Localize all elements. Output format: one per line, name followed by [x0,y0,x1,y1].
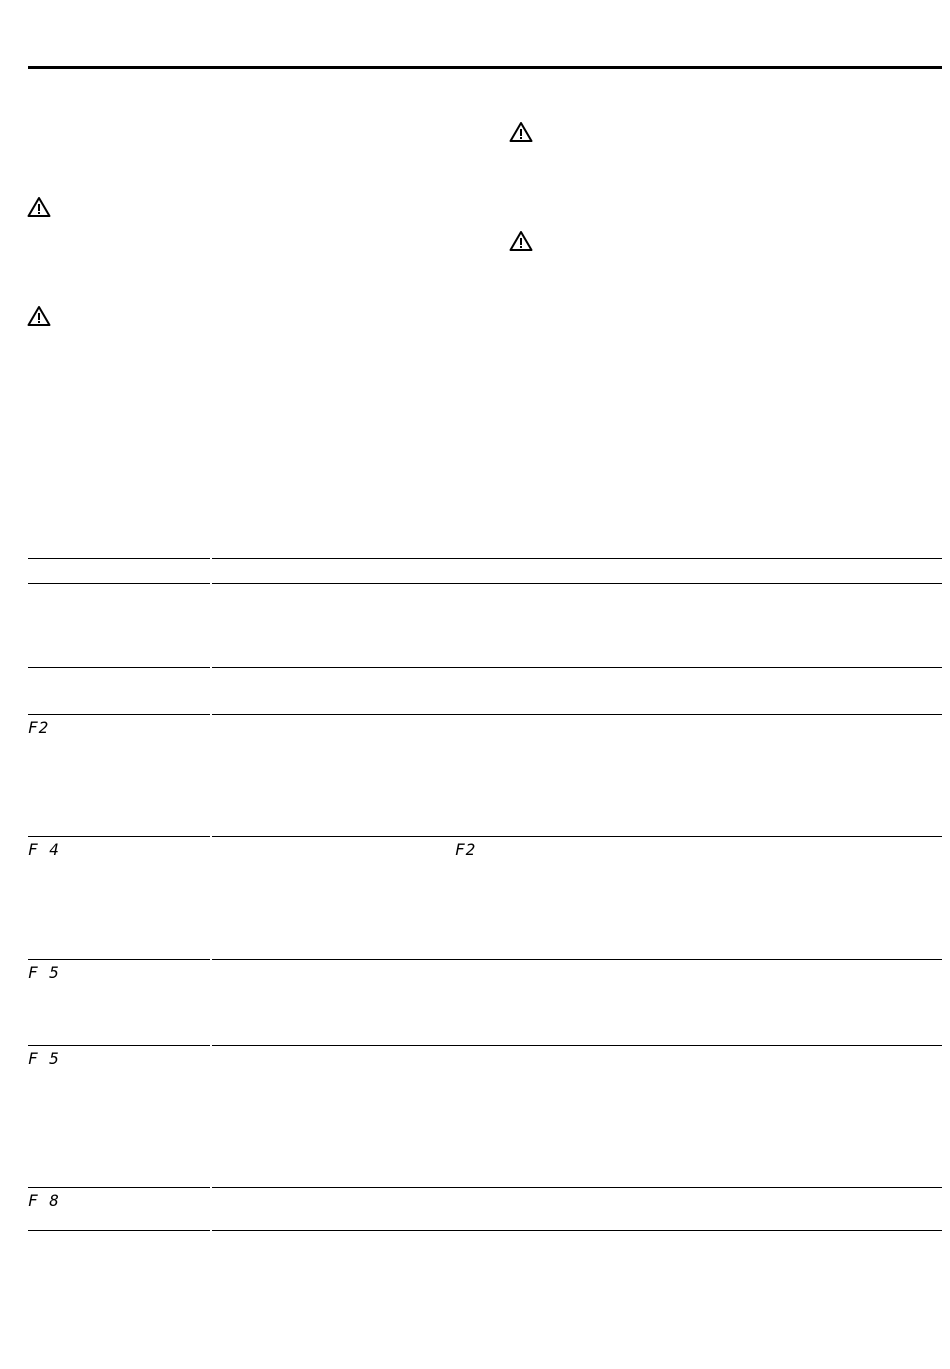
warning-icon [27,196,51,218]
table-rule [28,667,942,668]
error-code: F 5 [28,963,60,982]
error-code: F2 [28,718,50,737]
warning-icon [509,230,533,252]
table-rule [28,1187,942,1188]
warning-icon [509,121,533,143]
error-code: F 5 [28,1049,60,1068]
error-code-reference: F2 [455,840,477,859]
header-rule [28,66,942,69]
table-rule [28,558,942,559]
table-rule [28,714,942,715]
table-rule [28,583,942,584]
table-rule [28,1230,942,1231]
table-rule [28,1045,942,1046]
table-rule [28,836,942,837]
error-code: F 8 [28,1191,60,1210]
table-rule [28,959,942,960]
error-code: F 4 [28,840,60,859]
warning-icon [27,305,51,327]
